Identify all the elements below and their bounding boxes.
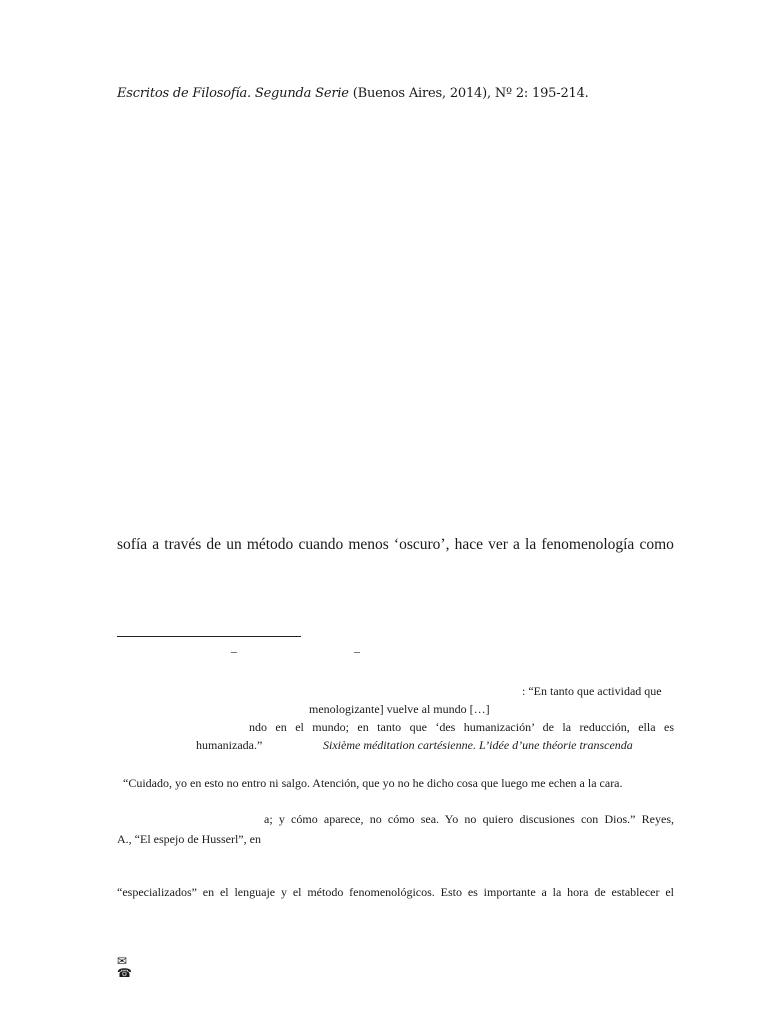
journal-title: Escritos de Filosofía. Segunda Serie <box>117 86 349 101</box>
body-word: como <box>639 536 674 553</box>
body-word: a <box>513 536 520 553</box>
footnote-text: : “En tanto que actividad que <box>522 684 662 698</box>
footnote-text: menologizante] vuelve al mundo […] <box>309 702 490 716</box>
footnote-text: “especializados” en el lenguaje y el método fenomenológicos. Esto es importante a la hora de establecer el <box>117 885 674 899</box>
footnote-text: A., “El espejo de Husserl”, en <box>117 832 261 846</box>
body-text-line <box>117 536 674 554</box>
running-header <box>117 86 589 101</box>
body-word: ‘oscuro’, <box>393 536 450 553</box>
footnote-italic-title: Sixième méditation cartésienne. L’idée d’une théorie transcenda <box>323 738 633 752</box>
body-word: fenomenología <box>541 536 635 553</box>
footnote-separator <box>117 636 301 637</box>
body-word: de <box>206 536 222 553</box>
footnote-text: ndo en el mundo; en tanto que ‘des humanización’ de la reducción, ella es <box>249 720 674 734</box>
body-word: ver <box>488 536 508 553</box>
body-word: método <box>246 536 294 553</box>
body-word: menos <box>348 536 389 553</box>
body-word: hace <box>454 536 483 553</box>
footnote-text: “Cuidado, yo en esto no entro ni salgo. Atención, que yo no he dicho cosa que luego me echen a la cara. <box>123 776 623 790</box>
footnote-text: a; y cómo aparece, no cómo sea. Yo no quiero discusiones con Dios.” Reyes, <box>264 812 674 826</box>
telephone-icon: ☎ <box>117 966 132 980</box>
body-word: a <box>152 536 160 553</box>
body-word: cuando <box>298 536 344 553</box>
body-word: sofía <box>117 536 148 553</box>
body-word: la <box>525 536 537 553</box>
body-word: través <box>164 536 202 553</box>
footnote-dash: – <box>354 644 360 658</box>
footnote-dash: – <box>231 644 237 658</box>
envelope-icon: ✉ <box>117 954 128 968</box>
footnote-text: humanizada.” <box>196 738 263 752</box>
body-word: un <box>226 536 242 553</box>
journal-details: (Buenos Aires, 2014), Nº 2: 195-214. <box>348 86 589 101</box>
